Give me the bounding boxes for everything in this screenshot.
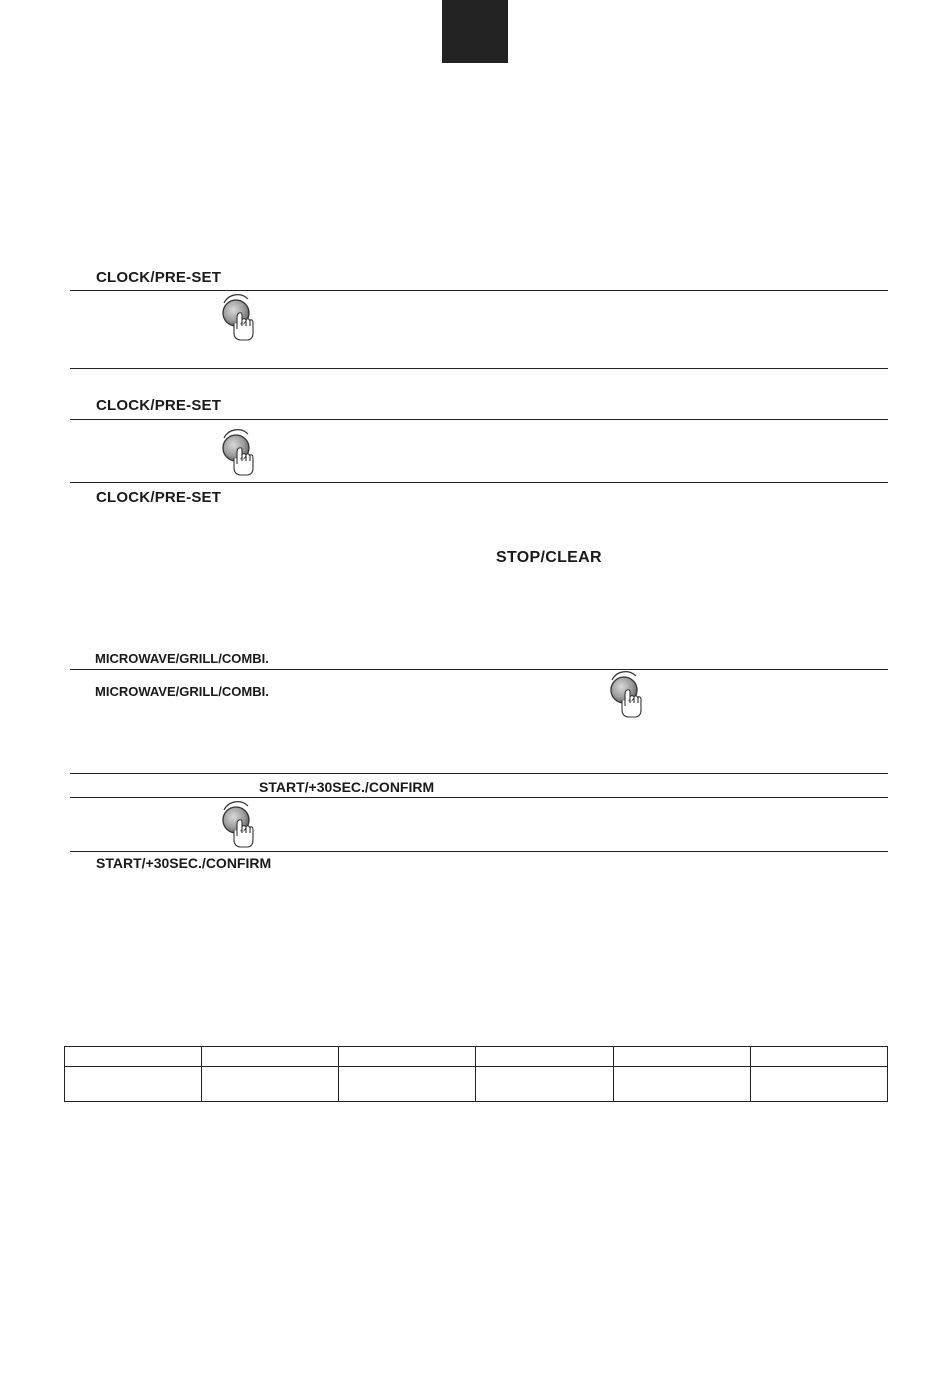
table-cell [202,1047,339,1067]
table-row [65,1067,888,1102]
divider [70,290,888,291]
microwave-grill-combi-label: MICROWAVE/GRILL/COMBI. [95,651,269,666]
dial-icon [218,428,258,476]
table-cell [339,1067,476,1102]
table-cell [65,1047,202,1067]
table-cell [202,1067,339,1102]
table-cell [65,1067,202,1102]
table-row [65,1047,888,1067]
clock-preset-label: CLOCK/PRE-SET [96,269,222,286]
stop-clear-label: STOP/CLEAR [496,549,602,566]
divider [70,797,888,798]
start-confirm-label: START/+30SEC./CONFIRM [259,779,435,795]
table-cell [476,1067,613,1102]
divider [70,482,888,483]
table-cell [613,1047,750,1067]
clock-preset-label: CLOCK/PRE-SET [96,489,222,506]
divider [70,419,888,420]
dial-icon [218,800,258,848]
table-cell [476,1047,613,1067]
start-confirm-label: START/+30SEC./CONFIRM [96,855,272,871]
divider [70,851,888,852]
dial-icon [606,670,646,718]
divider [70,368,888,369]
table-cell [613,1067,750,1102]
settings-table [64,1046,888,1102]
table-cell [750,1067,887,1102]
divider [70,773,888,774]
microwave-grill-combi-label: MICROWAVE/GRILL/COMBI. [95,684,269,699]
table-cell [339,1047,476,1067]
clock-preset-label: CLOCK/PRE-SET [96,397,222,414]
divider [70,669,888,670]
section-tab-marker [442,0,508,63]
table-cell [750,1047,887,1067]
dial-icon [218,293,258,341]
